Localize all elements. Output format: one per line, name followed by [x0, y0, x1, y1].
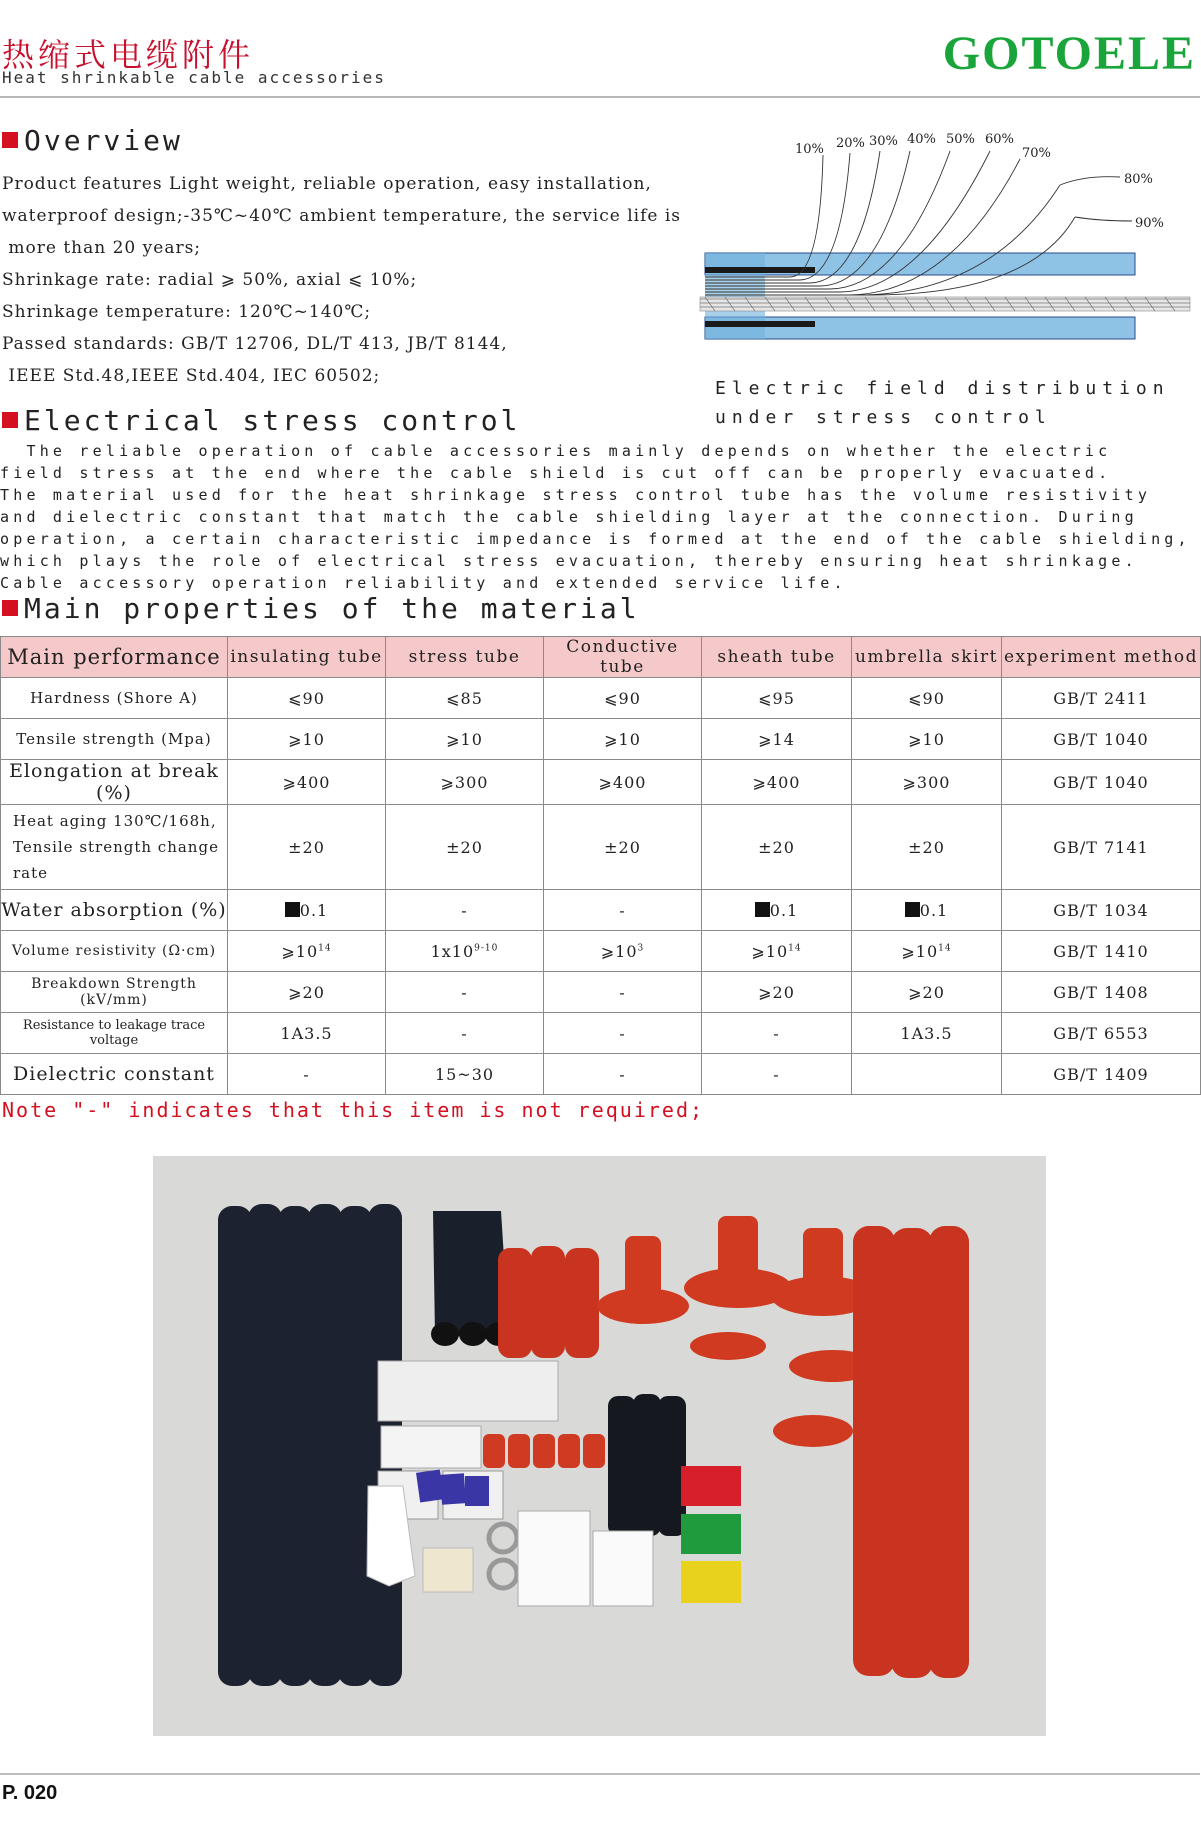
stress-line: field stress at the end where the cable shield is cut off can be properly evacuated. [0, 464, 1112, 482]
overview-line: Shrinkage temperature: 120℃~140℃; [2, 302, 372, 322]
red-square-icon [2, 132, 18, 148]
table-cell [228, 931, 386, 972]
cell-value: ⩾10 [281, 941, 319, 961]
stress-line: operation, a certain characteristic impedance is formed at the end of the cable shielding, [0, 530, 1191, 548]
table-cell: ⩾400 [544, 760, 702, 805]
header-divider [0, 96, 1200, 98]
table-row [1, 760, 1201, 805]
table-cell: ⩽90 [544, 678, 702, 719]
table-cell: - [544, 890, 702, 931]
table-cell: ⩽90 [228, 678, 386, 719]
overview-line: more than 20 years; [2, 238, 202, 258]
exponent: 14 [938, 943, 952, 954]
column-header: stress tube [386, 637, 544, 678]
table-cell: ±20 [544, 805, 702, 890]
material-heading [2, 592, 640, 625]
stress-heading [2, 404, 520, 437]
pct-label: 90% [1135, 216, 1164, 231]
black-square-icon [285, 902, 300, 917]
exponent: 14 [318, 943, 332, 954]
method-cell: GB/T 1034 [1002, 890, 1201, 931]
stress-line: and dielectric constant that match the cable shielding layer at the connection. During [0, 508, 1138, 526]
table-cell: - [702, 1054, 852, 1095]
row-label: Breakdown Strength (kV/mm) [1, 972, 228, 1013]
pct-label: 60% [985, 132, 1014, 147]
cell-value: 0.1 [769, 900, 799, 920]
exponent: 9-10 [474, 943, 499, 954]
table-cell: ±20 [702, 805, 852, 890]
column-header: Conductive tube [544, 637, 702, 678]
overview-line: waterproof design;-35℃~40℃ ambient temperature, the service life is [2, 206, 682, 226]
table-cell: ⩾400 [702, 760, 852, 805]
table-cell: - [386, 1013, 544, 1054]
table-cell [228, 890, 386, 931]
table-cell [702, 890, 852, 931]
exponent: 3 [637, 943, 645, 954]
brand-logo-text: GOTOELE [942, 27, 1196, 80]
table-row [1, 1013, 1201, 1054]
cell-value: 0.1 [919, 900, 949, 920]
table-row [1, 890, 1201, 931]
table-cell: ⩾20 [228, 972, 386, 1013]
table-note: Note "-" indicates that this item is not required; [2, 1098, 705, 1122]
table-row [1, 678, 1201, 719]
page-number: P. 020 [2, 1782, 58, 1804]
pct-label: 70% [1022, 146, 1051, 161]
table-cell [852, 1054, 1002, 1095]
column-header: sheath tube [702, 637, 852, 678]
pct-label: 20% [836, 136, 865, 151]
product-kit-photo [153, 1156, 1046, 1736]
table-cell: ⩾300 [386, 760, 544, 805]
row-label: Elongation at break (%) [1, 760, 228, 805]
table-cell [852, 890, 1002, 931]
table-header-row [1, 637, 1201, 678]
row-label: Hardness (Shore A) [1, 678, 228, 719]
stress-heading-text: Electrical stress control [24, 404, 521, 437]
table-cell [852, 931, 1002, 972]
black-square-icon [755, 902, 770, 917]
table-cell [702, 931, 852, 972]
footer-divider [0, 1773, 1200, 1775]
table-cell: ⩾10 [228, 719, 386, 760]
cell-value: 0.1 [299, 900, 329, 920]
table-row [1, 972, 1201, 1013]
table-cell: ±20 [386, 805, 544, 890]
table-row [1, 1054, 1201, 1095]
column-header: Main performance [1, 637, 228, 678]
column-header: umbrella skirt [852, 637, 1002, 678]
method-cell: GB/T 1040 [1002, 719, 1201, 760]
table-cell: 1A3.5 [852, 1013, 1002, 1054]
black-square-icon [905, 902, 920, 917]
red-square-icon [2, 600, 18, 616]
cell-value: ⩾10 [751, 941, 789, 961]
overview-heading [2, 124, 183, 157]
title-chinese: 热缩式电缆附件 [2, 36, 255, 74]
table-cell: ⩾10 [544, 719, 702, 760]
table-cell: ⩾20 [702, 972, 852, 1013]
table-cell: - [544, 972, 702, 1013]
row-label: Volume resistivity (Ω·cm) [1, 931, 228, 972]
row-label: Dielectric constant [1, 1054, 228, 1095]
stress-line: which plays the role of electrical stress evacuation, thereby ensuring heat shrinkage. [0, 552, 1138, 570]
table-cell: ⩽85 [386, 678, 544, 719]
pct-label: 40% [907, 132, 936, 147]
stress-line: The reliable operation of cable accessories mainly depends on whether the electric [0, 442, 1112, 460]
column-header: experiment method [1002, 637, 1201, 678]
red-square-icon [2, 412, 18, 428]
method-cell: GB/T 1410 [1002, 931, 1201, 972]
overview-line: IEEE Std.48,IEEE Std.404, IEC 60502; [2, 366, 381, 386]
exponent: 14 [788, 943, 802, 954]
table-cell: - [544, 1054, 702, 1095]
stress-line: The material used for the heat shrinkage stress control tube has the volume resistivity [0, 486, 1152, 504]
method-cell: GB/T 1409 [1002, 1054, 1201, 1095]
row-label: Resistance to leakage trace voltage [1, 1013, 228, 1054]
overview-line: Shrinkage rate: radial ⩾ 50%, axial ⩽ 10%; [2, 270, 418, 290]
table-cell [544, 931, 702, 972]
diagram-caption-line1: Electric field distribution [715, 378, 1170, 399]
column-header: insulating tube [228, 637, 386, 678]
table-cell: ⩾10 [852, 719, 1002, 760]
pct-label: 80% [1124, 172, 1153, 187]
method-cell: GB/T 1408 [1002, 972, 1201, 1013]
cell-value: ⩾10 [600, 941, 638, 961]
table-cell: ⩾14 [702, 719, 852, 760]
cell-value: 1x10 [430, 941, 475, 961]
row-label: Water absorption (%) [1, 890, 228, 931]
pct-label: 50% [946, 132, 975, 147]
row-label: Heat aging 130℃/168h, Tensile strength change rate [1, 805, 228, 890]
table-cell [386, 931, 544, 972]
table-cell: ⩽90 [852, 678, 1002, 719]
table-cell: - [386, 890, 544, 931]
diagram-caption-line2: under stress control [715, 407, 1052, 428]
table-cell: ±20 [228, 805, 386, 890]
overview-line: Product features Light weight, reliable operation, easy installation, [2, 174, 652, 194]
material-heading-text: Main properties of the material [24, 592, 640, 625]
table-cell: 15~30 [386, 1054, 544, 1095]
cell-value: ⩾10 [901, 941, 939, 961]
table-cell: - [702, 1013, 852, 1054]
electric-field-diagram [700, 132, 1190, 395]
table-row [1, 805, 1201, 890]
pct-label: 30% [869, 134, 898, 149]
method-cell: GB/T 6553 [1002, 1013, 1201, 1054]
method-cell: GB/T 2411 [1002, 678, 1201, 719]
table-cell: - [544, 1013, 702, 1054]
overview-line: Passed standards: GB/T 12706, DL/T 413, JB/T 8144, [2, 334, 508, 354]
table-cell: ⩾300 [852, 760, 1002, 805]
pct-label: 10% [795, 142, 824, 157]
overview-heading-text: Overview [24, 124, 183, 157]
material-properties-table [0, 636, 1201, 1095]
table-cell: - [386, 972, 544, 1013]
table-cell: ±20 [852, 805, 1002, 890]
table-cell: ⩾10 [386, 719, 544, 760]
method-cell: GB/T 7141 [1002, 805, 1201, 890]
stress-line: Cable accessory operation reliability and extended service life. [0, 574, 847, 592]
table-cell: ⩾400 [228, 760, 386, 805]
row-label: Tensile strength (Mpa) [1, 719, 228, 760]
table-cell: - [228, 1054, 386, 1095]
method-cell: GB/T 1040 [1002, 760, 1201, 805]
table-row [1, 719, 1201, 760]
table-cell: ⩽95 [702, 678, 852, 719]
table-cell: ⩾20 [852, 972, 1002, 1013]
table-row [1, 931, 1201, 972]
title-english: Heat shrinkable cable accessories [2, 68, 386, 87]
table-cell: 1A3.5 [228, 1013, 386, 1054]
